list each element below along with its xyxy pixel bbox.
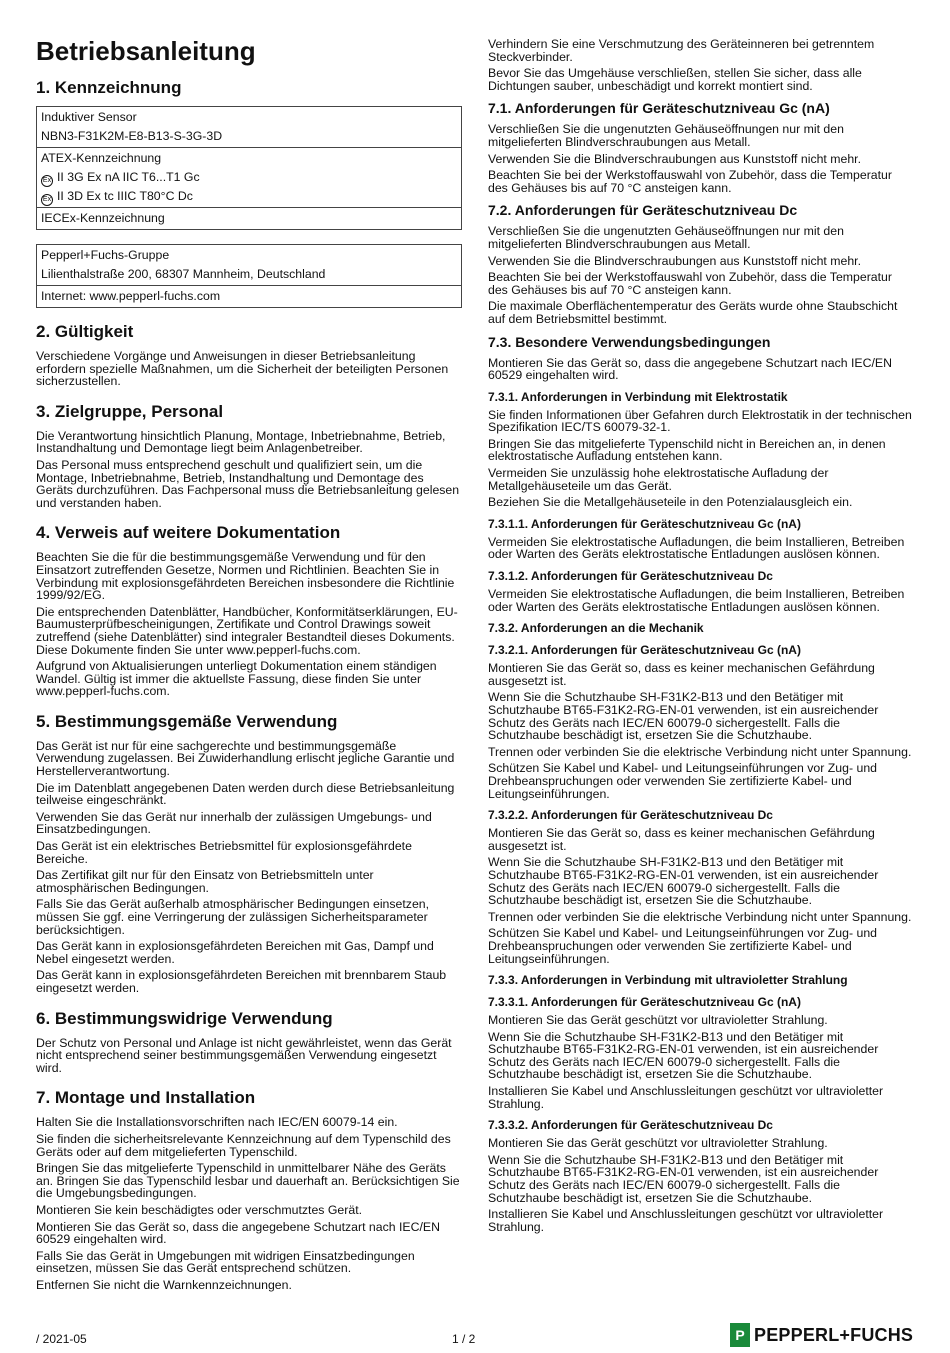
footer-date: / 2021-05: [36, 1332, 87, 1346]
paragraph: Verschiedene Vorgänge und Anweisungen in dieser Betriebsanleitung erfordern spezielle Maßnahmen, um die Sicherheit der beteiligten Personen sicherzustellen.: [36, 349, 449, 389]
subsection-heading: 7.3. Besondere Verwendungsbedingungen: [488, 333, 771, 350]
paragraph: Installieren Sie Kabel und Anschlussleitungen geschützt vor ultravioletter Strahlung.: [488, 1207, 884, 1234]
paragraph: Das Gerät ist nur für eine sachgerechte und bestimmungsgemäße Verwendung zugelassen. Bei Zuwiderhandlung erlischt jegliche Garantie und Herstellerverantwortung.: [36, 738, 455, 779]
paragraph: Beachten Sie bei der Werkstoffauswahl von Zubehör, dass die Temperatur des Gehäuses bis auf 70 °C ansteigen kann.: [488, 168, 892, 195]
section-heading: 3. Zielgruppe, Personal: [36, 401, 224, 421]
paragraph: Bringen Sie das mitgelieferte Typenschild in unmittelbarer Nähe des Geräts an. Bringen Sie das Typenschild lesbar und dauerhaft an. Berücksichtigen Sie die Umgebungsbedingungen.: [36, 1161, 460, 1201]
paragraph: Falls Sie das Gerät in Umgebungen mit widrigen Einsatzbedingungen einsetzen, müssen Sie das Gerät entsprechend schützen.: [36, 1248, 415, 1276]
paragraph: Das Personal muss entsprechend geschult und qualifiziert sein, um die Montage, Inbetriebnahme, Betrieb, Instandhaltung und Demontage des Geräts durchzuführen. Das Fachpersonal muss die Betriebsanleitung gelesen und verstanden haben.: [36, 457, 460, 510]
section-body: [488, 123, 914, 194]
section-heading: 6. Bestimmungswidrige Verwendung: [36, 1008, 333, 1028]
paragraph: Das Gerät kann in explosionsgefährdeten Bereichen mit Gas, Dampf und Nebel eingesetzt werden.: [36, 939, 434, 966]
section-body: [36, 551, 462, 698]
subsection-heading: 7.3.3.2. Anforderungen für Geräteschutzniveau Dc: [488, 1118, 773, 1133]
paragraph: Sie finden Informationen über Gefahren durch Elektrostatik in der technischen Spezifikation IEC/TS 60079-32-1.: [488, 407, 912, 435]
paragraph: Verwenden Sie die Blindverschraubungen aus Kunststoff nicht mehr.: [488, 253, 862, 268]
paragraph: Wenn Sie die Schutzhaube SH-F31K2-B13 und den Betätiger mit Schutzhaube BT65-F31K2-RG-EN-01 verwenden, ist ein ausreichender Schutz des Geräts nach IEC/EN 60079-0 sichergestellt. Falls die Schutzhaube beschädigt ist, ersetzen Sie die Schutzhaube.: [488, 1029, 879, 1082]
section-heading: 2. Gültigkeit: [36, 322, 134, 341]
sensor-type: Induktiver Sensor: [41, 110, 137, 124]
sensor-model: NBN3-F31K2M-E8-B13-S-3G-3D: [41, 129, 223, 143]
paragraph: Halten Sie die Installationsvorschriften nach IEC/EN 60079-14 ein.: [36, 1115, 398, 1130]
paragraph: Wenn Sie die Schutzhaube SH-F31K2-B13 und den Betätiger mit Schutzhaube BT65-F31K2-RG-EN-01 verwenden, ist ein ausreichender Schutz des Geräts nach IEC/EN 60079-0 sichergestellt. Falls die Schutzhaube beschädigt ist, ersetzen Sie die Schutzhaube.: [488, 1152, 879, 1205]
paragraph: Bringen Sie das mitgelieferte Typenschild nicht in Bereichen an, in denen elektrostatische Aufladung entstehen kann.: [488, 436, 886, 464]
paragraph: Montieren Sie das Gerät so, dass die angegebene Schutzart nach IEC/EN 60529 eingehalten wird.: [36, 1219, 440, 1247]
section-body: [36, 740, 462, 995]
section-body: [36, 1037, 462, 1075]
paragraph: Trennen oder verbinden Sie die elektrische Verbindung nicht unter Spannung.: [488, 744, 912, 759]
paragraph: Verwenden Sie das Gerät nur innerhalb der zulässigen Umgebungs- und Einsatzbedingungen.: [36, 809, 432, 837]
right-column: [488, 38, 914, 1237]
paragraph: Die im Datenblatt angegebenen Daten werden durch diese Betriebsanleitung teilweise eingeschränkt.: [36, 780, 455, 808]
section-heading: 4. Verweis auf weitere Dokumentation: [36, 523, 341, 543]
paragraph: Das Gerät ist ein elektrisches Betriebsmittel für explosionsgefährdete Bereiche.: [36, 839, 412, 866]
section-body: [488, 588, 914, 613]
subsection-heading: 7.2. Anforderungen für Geräteschutzniveau Dc: [488, 202, 798, 219]
section-body: [488, 1014, 914, 1110]
company-website: Internet: www.pepperl-fuchs.com: [41, 289, 221, 303]
ex-icon: Ex: [41, 194, 53, 206]
paragraph: Installieren Sie Kabel und Anschlussleitungen geschützt vor ultravioletter Strahlung.: [488, 1084, 884, 1111]
paragraph: Beachten Sie die für die bestimmungsgemäße Verwendung und für den Einsatzort zutreffenden Gesetze, Normen und Richtlinien. Beachten Sie in Verbindung mit explosionsgefährdeten Bereichen insbesondere die Richtlinie 1999/92/EG.: [36, 550, 455, 603]
subsection-heading: 7.1. Anforderungen für Geräteschutzniveau Gc (nA): [488, 100, 830, 117]
paragraph: Beziehen Sie die Metallgehäuseteile in den Potenzialausgleich ein.: [488, 495, 853, 510]
atex-label: ATEX-Kennzeichnung: [41, 151, 162, 165]
paragraph: Beachten Sie bei der Werkstoffauswahl von Zubehör, dass die Temperatur des Gehäuses bis auf 70 °C ansteigen kann.: [488, 270, 892, 297]
subsection-heading: 7.3.2. Anforderungen an die Mechanik: [488, 621, 704, 636]
paragraph: Schützen Sie Kabel und Kabel- und Leitungseinführungen vor Zug- und Drehbeanspruchungen oder verwenden Sie zertifizierte Kabel- und Leitungseinführungen.: [488, 761, 877, 801]
paragraph: Verhindern Sie eine Verschmutzung des Geräteinneren bei getrenntem Steckverbinder.: [488, 37, 875, 64]
paragraph: Bevor Sie das Umgehäuse verschließen, stellen Sie sicher, dass alle Dichtungen sauber, unbeschädigt und korrekt montiert sind.: [488, 66, 862, 93]
paragraph: Montieren Sie das Gerät geschützt vor ultravioletter Strahlung.: [488, 1013, 828, 1028]
paragraph: Der Schutz von Personal und Anlage ist nicht gewährleistet, wenn das Gerät nicht entsprechend seiner bestimmungsgemäßen Verwendung eingesetzt wird.: [36, 1035, 452, 1075]
iecex-group: [37, 208, 461, 229]
page-number: 1 / 2: [452, 1332, 476, 1346]
paragraph: Verschließen Sie die ungenutzten Gehäuseöffnungen nur mit den mitgelieferten Blindverschraubungen aus Metall.: [488, 224, 844, 251]
subsection-heading: 7.3.1.1. Anforderungen für Geräteschutzniveau Gc (nA): [488, 516, 801, 531]
paragraph: Vermeiden Sie elektrostatische Aufladungen, die beim Installieren, Betreiben oder Warten des Geräts elektrostatische Entladungen auslösen können.: [488, 534, 905, 562]
subsection-heading: 7.3.1. Anforderungen in Verbindung mit Elektrostatik: [488, 389, 788, 404]
document-title: Betriebsanleitung: [36, 36, 256, 66]
atex-group: [37, 148, 461, 208]
paragraph: Montieren Sie das Gerät geschützt vor ultravioletter Strahlung.: [488, 1136, 828, 1151]
company-name: Pepperl+Fuchs-Gruppe: [41, 248, 170, 262]
atex-marking-dust: Ex II 3D Ex tc IIIC T80°C Dc: [41, 187, 457, 206]
subsection-heading: 7.3.1.2. Anforderungen für Geräteschutzniveau Dc: [488, 569, 773, 584]
company-address: Lilienthalstraße 200, 68307 Mannheim, Deutschland: [41, 267, 326, 281]
section-body: [36, 430, 462, 510]
paragraph: Die maximale Oberflächentemperatur des Geräts wurde ohne Staubschicht auf dem Betriebsmittel bestimmt.: [488, 299, 898, 326]
subsection-heading: 7.3.2.2. Anforderungen für Geräteschutzniveau Dc: [488, 808, 773, 823]
section-body: [488, 409, 914, 509]
paragraph: Das Zertifikat gilt nur für den Einsatz von Betriebsmitteln unter atmosphärischen Bedingungen.: [36, 868, 374, 895]
section-body: [36, 350, 462, 388]
identification-box: [36, 106, 462, 230]
section-body: [488, 38, 914, 92]
paragraph: Verwenden Sie die Blindverschraubungen aus Kunststoff nicht mehr.: [488, 151, 862, 166]
paragraph: Trennen oder verbinden Sie die elektrische Verbindung nicht unter Spannung.: [488, 909, 912, 924]
atex-marking-gas: Ex II 3G Ex nA IIC T6...T1 Gc: [41, 168, 457, 187]
paragraph: Wenn Sie die Schutzhaube SH-F31K2-B13 und den Betätiger mit Schutzhaube BT65-F31K2-RG-EN-01 verwenden, ist ein ausreichender Schutz des Geräts nach IEC/EN 60079-0 sichergestellt. Falls die Schutzhaube beschädigt ist, ersetzen Sie die Schutzhaube.: [488, 690, 879, 743]
brand-logo: [730, 1323, 913, 1347]
paragraph: Montieren Sie kein beschädigtes oder verschmutztes Gerät.: [36, 1202, 363, 1217]
paragraph: Wenn Sie die Schutzhaube SH-F31K2-B13 und den Betätiger mit Schutzhaube BT65-F31K2-RG-EN-01 verwenden, ist ein ausreichender Schutz des Geräts nach IEC/EN 60079-0 sichergestellt. Falls die Schutzhaube beschädigt ist, ersetzen Sie die Schutzhaube.: [488, 855, 879, 908]
paragraph: Entfernen Sie nicht die Warnkennzeichnungen.: [36, 1277, 292, 1292]
paragraph: Vermeiden Sie unzulässig hohe elektrostatische Aufladung der Metallgehäuseteile um das Gerät.: [488, 466, 829, 493]
logo-text: PEPPERL+FUCHS: [754, 1324, 914, 1345]
subsection-heading: 7.3.3.1. Anforderungen für Geräteschutzniveau Gc (nA): [488, 995, 801, 1010]
section-body: [488, 662, 914, 800]
paragraph: Montieren Sie das Gerät so, dass es keiner mechanischen Gefährdung ausgesetzt ist.: [488, 661, 875, 688]
section-body: [488, 225, 914, 325]
logo-mark-icon: P: [730, 1323, 750, 1347]
paragraph: Die entsprechenden Datenblätter, Handbücher, Konformitätserklärungen, EU-Baumusterprüfbescheinigungen, Zertifikate und Control Drawings soweit zutreffend (siehe Datenblätter) sind integraler Bestandteil dieses Dokuments. Diese Dokumente finden Sie unter www.pepperl-fuchs.com.: [36, 604, 458, 657]
sensor-group: [37, 107, 461, 148]
ex-icon: Ex: [41, 175, 53, 187]
subsection-heading: 7.3.3. Anforderungen in Verbindung mit ultravioletter Strahlung: [488, 973, 848, 988]
section-heading: 5. Bestimmungsgemäße Verwendung: [36, 711, 338, 731]
section-body: [488, 1137, 914, 1233]
section-heading: 7. Montage und Installation: [36, 1088, 256, 1108]
paragraph: Schützen Sie Kabel und Kabel- und Leitungseinführungen vor Zug- und Drehbeanspruchungen oder verwenden Sie zertifizierte Kabel- und Leitungseinführungen.: [488, 926, 877, 966]
paragraph: Das Gerät kann in explosionsgefährdeten Bereichen mit brennbarem Staub eingesetzt werden.: [36, 968, 447, 995]
paragraph: Die Verantwortung hinsichtlich Planung, Montage, Inbetriebnahme, Betrieb, Instandhaltung und Demontage liegt beim Anlagenbetreiber.: [36, 428, 446, 456]
subsection-heading: 7.3.2.1. Anforderungen für Geräteschutzniveau Gc (nA): [488, 643, 801, 658]
paragraph: Sie finden die sicherheitsrelevante Kennzeichnung auf dem Typenschild des Geräts oder auf dem mitgelieferten Typenschild.: [36, 1131, 451, 1159]
paragraph: Vermeiden Sie elektrostatische Aufladungen, die beim Installieren, Betreiben oder Warten des Geräts elektrostatische Entladungen auslösen können.: [488, 587, 905, 614]
paragraph: Verschließen Sie die ungenutzten Gehäuseöffnungen nur mit den mitgelieferten Blindverschraubungen aus Metall.: [488, 122, 844, 149]
section-body: [488, 827, 914, 965]
paragraph: Montieren Sie das Gerät so, dass es keiner mechanischen Gefährdung ausgesetzt ist.: [488, 826, 875, 853]
paragraph: Montieren Sie das Gerät so, dass die angegebene Schutzart nach IEC/EN 60529 eingehalten wird.: [488, 355, 892, 383]
iecex-label: IECEx-Kennzeichnung: [41, 211, 165, 225]
section-body: [488, 357, 914, 382]
section-heading: 1. Kennzeichnung: [36, 78, 182, 97]
left-column: [36, 36, 462, 1295]
paragraph: Aufgrund von Aktualisierungen unterliegt Dokumentation einem ständigen Wandel. Gültig ist immer die aktuellste Fassung, diese finden Sie unter www.pepperl-fuchs.com.: [36, 659, 437, 699]
section-body: [36, 1116, 462, 1291]
address-box: [36, 244, 462, 308]
paragraph: Falls Sie das Gerät außerhalb atmosphärischer Bedingungen einsetzen, müssen Sie ggf. eine Verringerung der zulässigen Sicherheitsparameter berücksichtigen.: [36, 897, 430, 937]
section-body: [488, 536, 914, 561]
